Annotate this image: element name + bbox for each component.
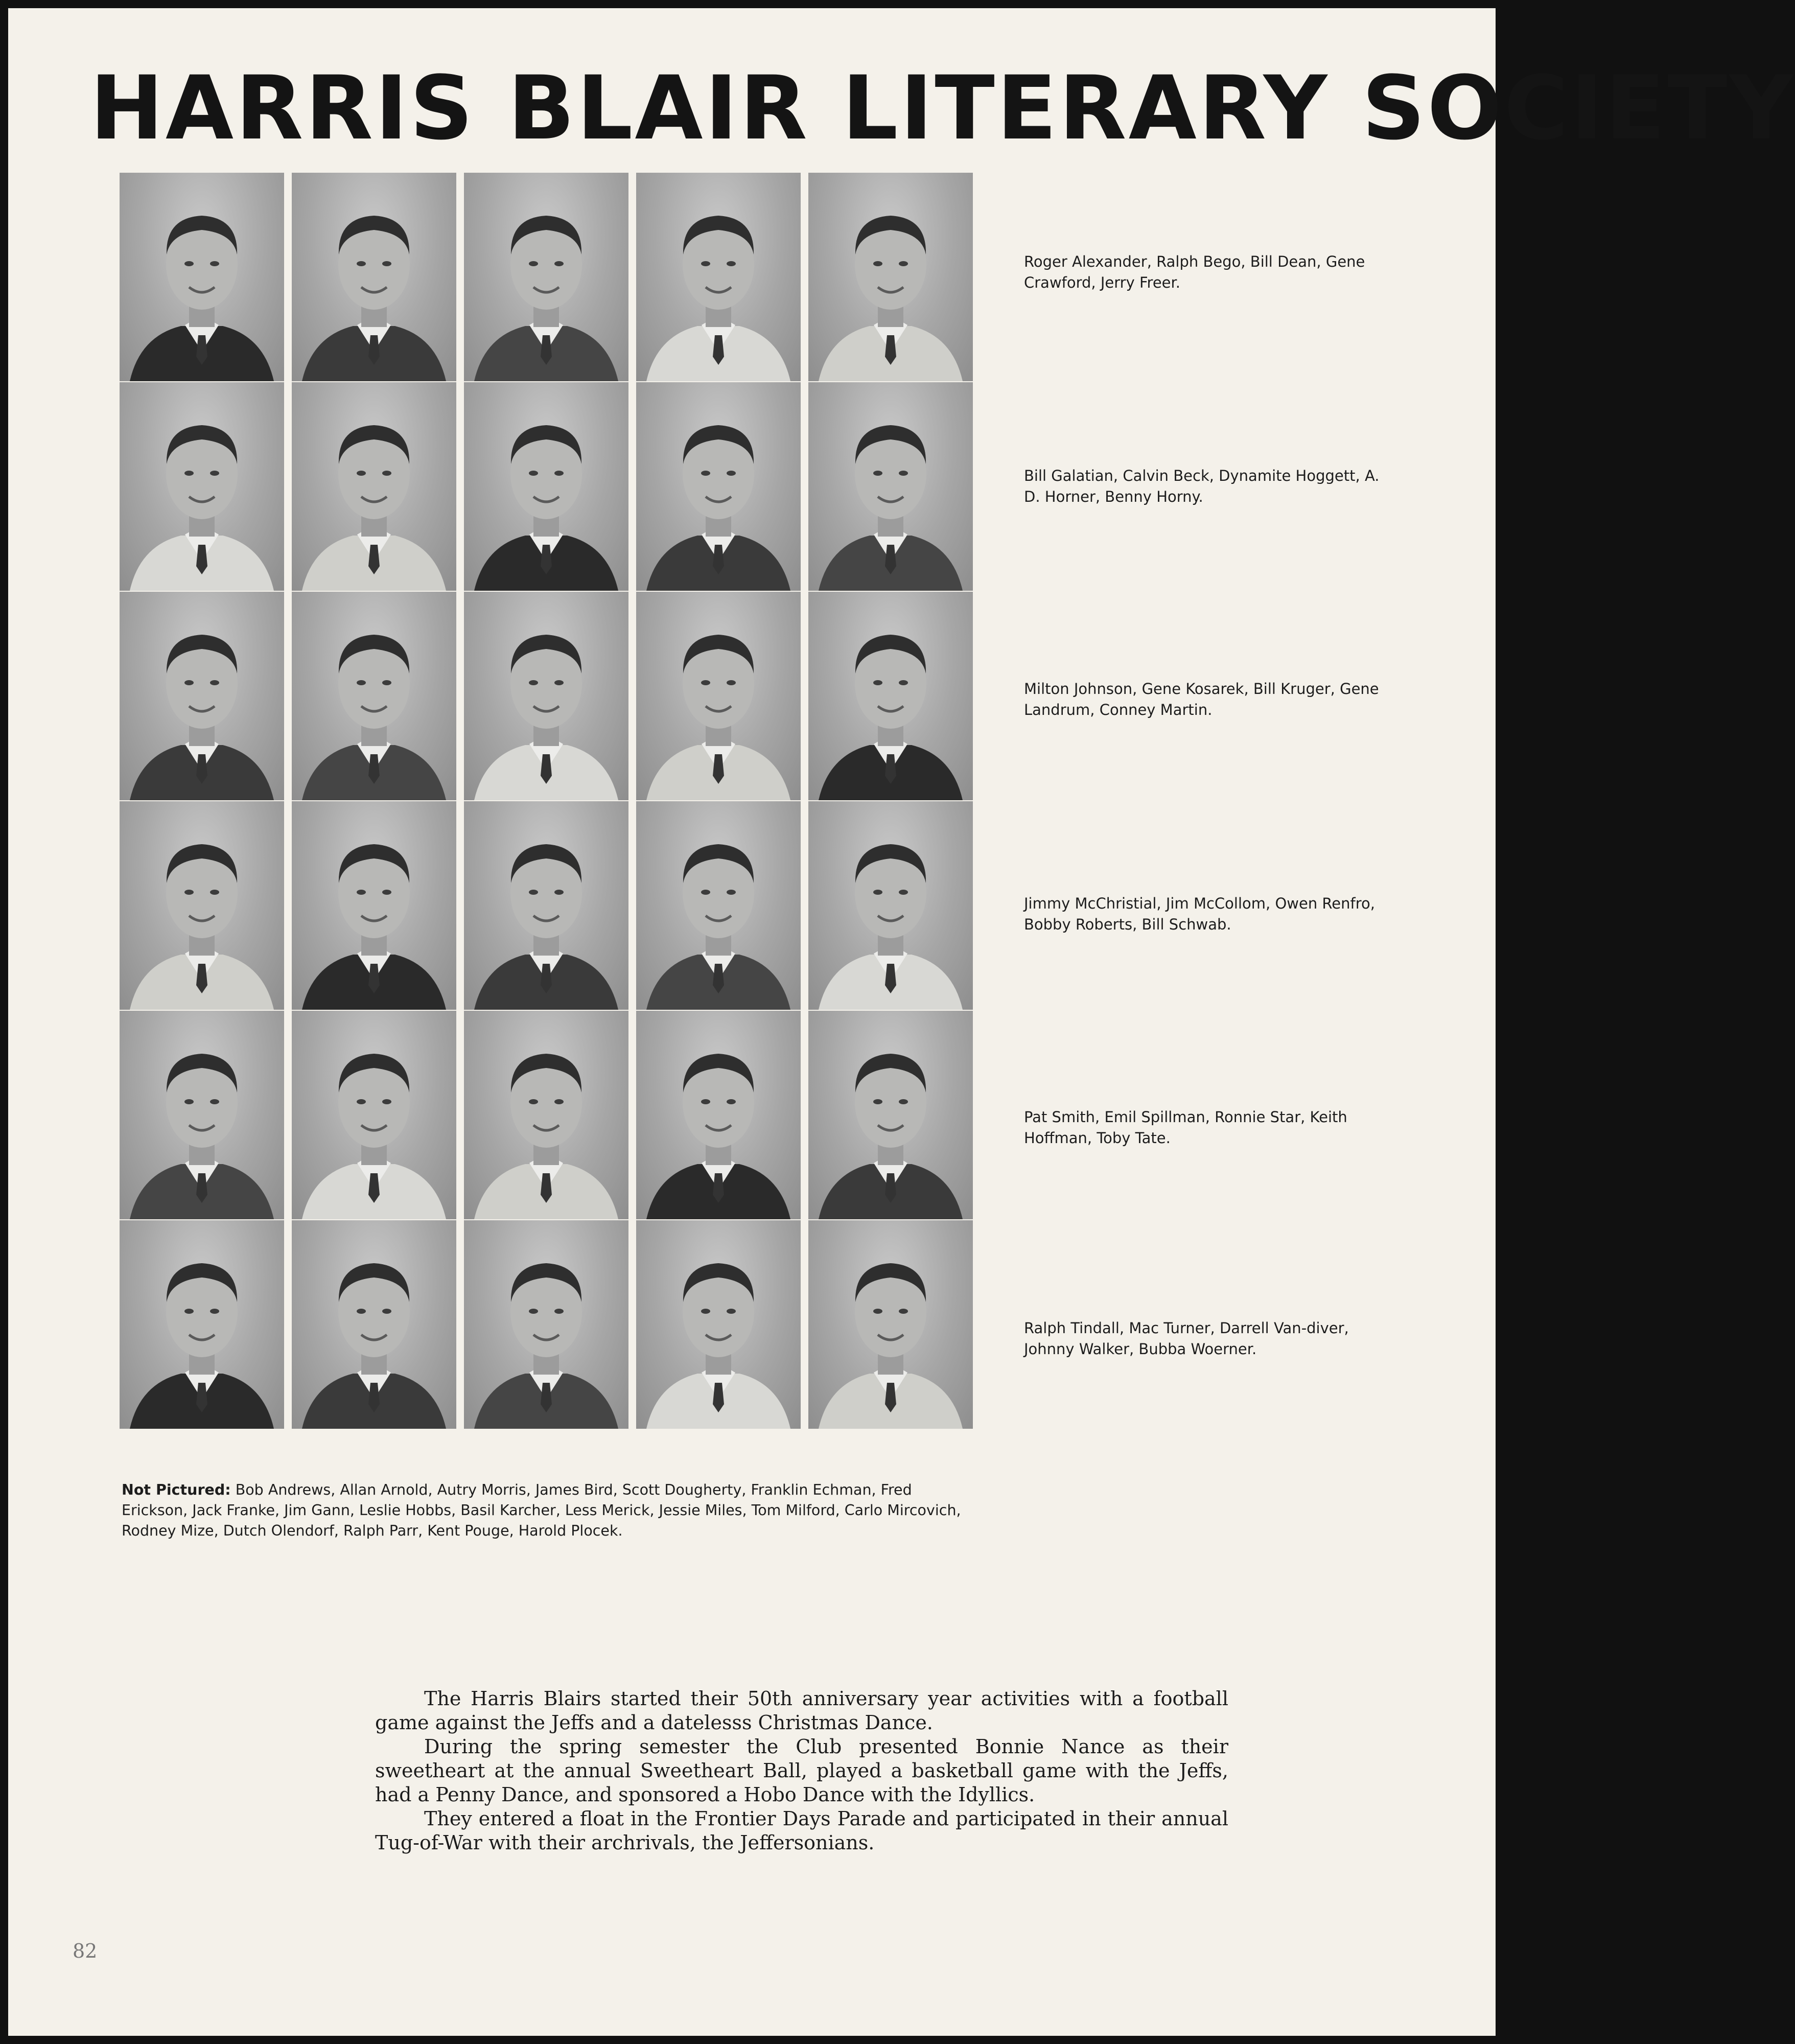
portrait-photo bbox=[636, 173, 801, 381]
yearbook-page bbox=[8, 8, 1795, 2036]
row-caption-6: Ralph Tindall, Mac Turner, Darrell Van-diver, Johnny Walker, Bubba Woerner. bbox=[1024, 1319, 1349, 1358]
portrait-photo bbox=[292, 1220, 456, 1429]
portrait-photo bbox=[808, 801, 973, 1010]
portrait-photo bbox=[120, 173, 284, 381]
portrait-grid bbox=[120, 173, 974, 1445]
portrait-photo bbox=[636, 1220, 801, 1429]
portrait-photo bbox=[292, 592, 456, 800]
description-paragraph-3: They entered a float in the Frontier Days Parade and participated in their annual Tug-of-War with their archrivals, the Jeffersonians. bbox=[375, 1807, 1228, 1854]
portrait-photo bbox=[120, 592, 284, 800]
portrait-photo bbox=[120, 801, 284, 1010]
description-paragraph-2: During the spring semester the Club presented Bonnie Nance as their sweetheart at the annual Sweetheart Ball, played a basketball game with the Jeffs, had a Penny Dance, and sponsored a Hobo Dance with the Idyllics. bbox=[375, 1735, 1228, 1806]
portrait-row-6 bbox=[120, 1220, 974, 1429]
row-caption-2: Bill Galatian, Calvin Beck, Dynamite Hoggett, A. D. Horner, Benny Horny. bbox=[1024, 467, 1380, 505]
portrait-photo bbox=[636, 1011, 801, 1219]
row-caption-3: Milton Johnson, Gene Kosarek, Bill Kruger, Gene Landrum, Conney Martin. bbox=[1024, 680, 1379, 718]
portrait-photo bbox=[808, 173, 973, 381]
portrait-photo bbox=[464, 592, 628, 800]
portrait-photo bbox=[292, 173, 456, 381]
row-caption-1: Roger Alexander, Ralph Bego, Bill Dean, Gene Crawford, Jerry Freer. bbox=[1024, 253, 1365, 291]
portrait-photo bbox=[464, 801, 628, 1010]
portrait-row-3 bbox=[120, 592, 974, 800]
portrait-photo bbox=[292, 1011, 456, 1219]
portrait-photo bbox=[808, 1011, 973, 1219]
portrait-photo bbox=[464, 382, 628, 591]
page-number: 82 bbox=[73, 1940, 98, 1962]
page-title: HARRIS BLAIR LITERARY SOCIETY bbox=[90, 57, 1795, 159]
portrait-photo bbox=[120, 1220, 284, 1429]
portrait-photo bbox=[808, 382, 973, 591]
portrait-photo bbox=[808, 1220, 973, 1429]
portrait-row-5 bbox=[120, 1011, 974, 1219]
portrait-photo bbox=[464, 173, 628, 381]
portrait-photo bbox=[292, 801, 456, 1010]
row-caption-4: Jimmy McChristial, Jim McCollom, Owen Renfro, Bobby Roberts, Bill Schwab. bbox=[1024, 895, 1375, 933]
portrait-row-4 bbox=[120, 801, 974, 1010]
portrait-photo bbox=[292, 382, 456, 591]
portrait-row-1 bbox=[120, 173, 974, 381]
not-pictured-list bbox=[122, 1480, 980, 1541]
portrait-photo bbox=[464, 1220, 628, 1429]
portrait-photo bbox=[464, 1011, 628, 1219]
society-description bbox=[375, 1687, 1228, 1855]
row-caption-5: Pat Smith, Emil Spillman, Ronnie Star, Keith Hoffman, Toby Tate. bbox=[1024, 1108, 1347, 1147]
portrait-photo bbox=[808, 592, 973, 800]
portrait-row-2 bbox=[120, 382, 974, 591]
portrait-photo bbox=[636, 592, 801, 800]
portrait-photo bbox=[636, 382, 801, 591]
description-paragraph-1: The Harris Blairs started their 50th anniversary year activities with a football game against the Jeffs and a datelesss Christmas Dance. bbox=[375, 1687, 1228, 1734]
not-pictured-label: Not Pictured: bbox=[122, 1481, 231, 1498]
portrait-photo bbox=[120, 382, 284, 591]
not-pictured-names: Bob Andrews, Allan Arnold, Autry Morris, James Bird, Scott Dougherty, Franklin Echman, Fred Erickson, Jack Franke, Jim Gann, Leslie Hobbs, Basil Karcher, Less Merick, Jessie Miles, Tom Milford, Carlo Mircovich, Rodney Mize, Dutch Olendorf, Ralph Parr, Kent Pouge, Harold Plocek. bbox=[122, 1481, 961, 1539]
portrait-photo bbox=[636, 801, 801, 1010]
portrait-photo bbox=[120, 1011, 284, 1219]
